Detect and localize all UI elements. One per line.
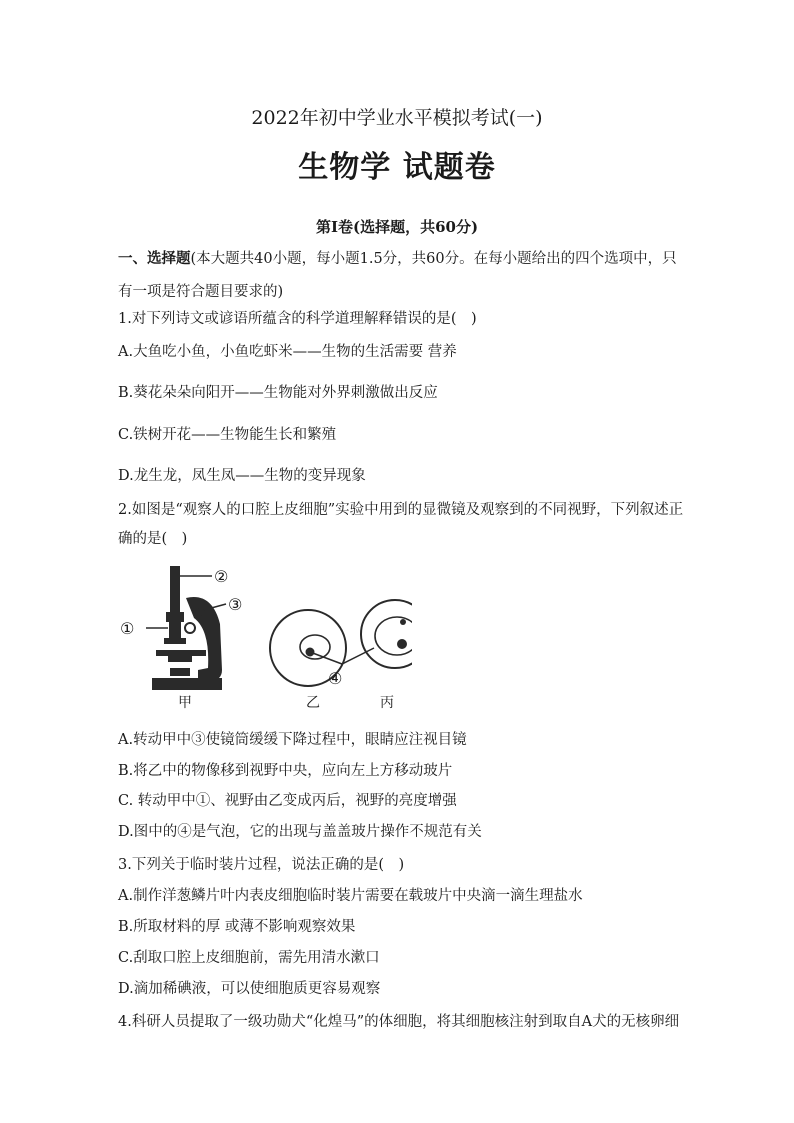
q2-option-c: C. 转动甲中①、视野由乙变成丙后，视野的亮度增强 bbox=[118, 793, 457, 809]
section-instructions-line1: (本大题共40小题，每小题1.5分，共60分。在每小题给出的四个选项中，只 bbox=[190, 251, 677, 267]
q2-option-d: D.图中的④是气泡，它的出现与盖盖玻片操作不规范有关 bbox=[118, 824, 482, 840]
label-3: ③ bbox=[228, 595, 243, 614]
label-4: ④ bbox=[328, 669, 343, 688]
q1-stem: 1.对下列诗文或谚语所蕴含的科学道理解释错误的是( ) bbox=[118, 311, 477, 327]
q2-option-b: B.将乙中的物像移到视野中央，应向左上方移动玻片 bbox=[118, 763, 453, 779]
q1-option-d: D.龙生龙，凤生凤——生物的变异现象 bbox=[118, 468, 366, 484]
q3-option-a: A.制作洋葱鳞片叶内表皮细胞临时装片需要在载玻片中央滴一滴生理盐水 bbox=[118, 888, 583, 904]
caption-yi: 乙 bbox=[306, 695, 320, 710]
exam-title: 生物学 试题卷 bbox=[298, 150, 496, 185]
q2-stem-line2: 确的是( ) bbox=[118, 531, 188, 547]
caption-bing: 丙 bbox=[380, 695, 394, 710]
caption-jia: 甲 bbox=[178, 695, 192, 710]
part-heading: 第Ⅰ卷(选择题，共60分) bbox=[315, 218, 479, 236]
q1-option-c: C.铁树开花——生物能生长和繁殖 bbox=[118, 427, 337, 443]
q3-option-b: B.所取材料的厚 或薄不影响观察效果 bbox=[118, 919, 356, 935]
microscope-figure bbox=[112, 560, 412, 710]
q2-stem-line1: 2.如图是“观察人的口腔上皮细胞”实验中用到的显微镜及观察到的不同视野，下列叙述正 bbox=[118, 502, 684, 518]
q3-stem: 3.下列关于临时装片过程，说法正确的是( ) bbox=[118, 857, 405, 873]
q3-option-c: C.刮取口腔上皮细胞前，需先用清水漱口 bbox=[118, 950, 380, 966]
q1-option-a: A.大鱼吃小鱼，小鱼吃虾米——生物的生活需要 营养 bbox=[118, 344, 457, 360]
exam-subtitle: 2022年初中学业水平模拟考试(一) bbox=[251, 107, 543, 129]
section-instructions-line2: 有一项是符合题目要求的) bbox=[118, 284, 284, 300]
q1-option-b: B.葵花朵朵向阳开——生物能对外界刺激做出反应 bbox=[118, 385, 438, 401]
section-instructions bbox=[118, 247, 677, 268]
label-1: ① bbox=[120, 619, 135, 638]
view-bing-illustration bbox=[361, 600, 412, 668]
label-2: ② bbox=[214, 567, 229, 586]
section-label: 一、选择题 bbox=[118, 250, 191, 267]
q3-option-d: D.滴加稀碘液，可以使细胞质更容易观察 bbox=[118, 981, 381, 997]
q4-stem: 4.科研人员提取了一级功勋犬“化煌马”的体细胞，将其细胞核注射到取自A犬的无核卵细 bbox=[118, 1014, 680, 1030]
q2-option-a: A.转动甲中③使镜筒缓缓下降过程中，眼睛应注视目镜 bbox=[118, 732, 467, 748]
